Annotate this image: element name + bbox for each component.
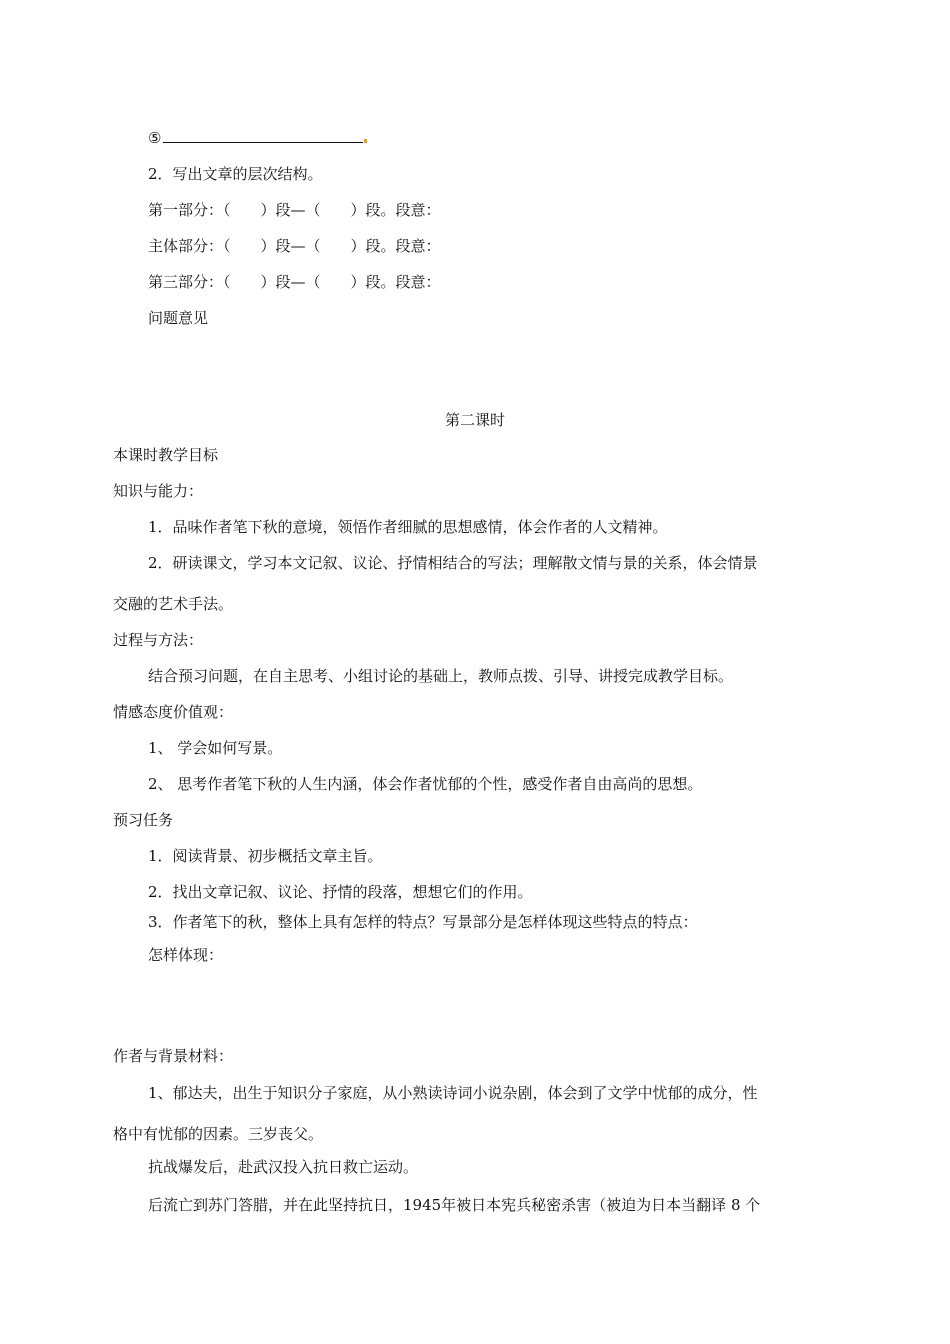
emotion-title: 情感态度价值观： xyxy=(113,703,234,721)
knowledge-item-2a: 2．研读课文，学习本文记叙、议论、抒情相结合的写法；理解散文情与景的关系，体会情景 xyxy=(148,554,758,572)
edit-mark xyxy=(364,139,367,143)
knowledge-title: 知识与能力： xyxy=(113,482,204,500)
process-title: 过程与方法： xyxy=(113,631,204,649)
author-item-3: 后流亡到苏门答腊，并在此坚持抗日，1945年被日本宪兵秘密杀害（被迫为日本当翻译 8 个 xyxy=(148,1196,761,1214)
knowledge-item-2b: 交融的艺术手法。 xyxy=(113,595,234,613)
structure-part-3: 第三部分：（ ）段—（ ）段。段意： xyxy=(148,273,441,291)
emotion-item-1: 1、 学会如何写景。 xyxy=(148,739,283,757)
author-item-1b: 格中有忧郁的因素。三岁丧父。 xyxy=(113,1125,324,1143)
questions-opinions: 问题意见 xyxy=(148,309,209,327)
emotion-item-2: 2、 思考作者笔下秋的人生内涵，体会作者忧郁的个性，感受作者自由高尚的思想。 xyxy=(148,775,703,793)
preview-item-1: 1．阅读背景、初步概括文章主旨。 xyxy=(148,847,383,865)
question-2: 2．写出文章的层次结构。 xyxy=(148,165,323,183)
item-5-marker: ⑤ xyxy=(148,129,162,147)
goals-title: 本课时教学目标 xyxy=(113,446,219,464)
preview-item-2: 2．找出文章记叙、议论、抒情的段落，想想它们的作用。 xyxy=(148,883,533,901)
structure-part-1: 第一部分：（ ）段—（ ）段。段意： xyxy=(148,201,441,219)
preview-title: 预习任务 xyxy=(113,811,174,829)
preview-item-3: 3．作者笔下的秋，整体上具有怎样的特点？写景部分是怎样体现这些特点的特点： xyxy=(148,913,698,931)
structure-part-main: 主体部分：（ ）段—（ ）段。段意： xyxy=(148,237,441,255)
lesson-2-heading: 第二课时 xyxy=(444,411,505,429)
item-5-line xyxy=(148,128,368,148)
item-5-blank xyxy=(163,128,363,143)
author-item-1a: 1、郁达夫，出生于知识分子家庭，从小熟读诗词小说杂剧，体会到了文学中忧郁的成分，性 xyxy=(148,1084,758,1102)
author-title: 作者与背景材料： xyxy=(113,1047,234,1065)
author-item-2: 抗战爆发后，赴武汉投入抗日救亡运动。 xyxy=(148,1158,419,1176)
preview-item-3b: 怎样体现： xyxy=(148,946,224,964)
process-item-1: 结合预习问题，在自主思考、小组讨论的基础上，教师点拨、引导、讲授完成教学目标。 xyxy=(148,667,734,685)
knowledge-item-1: 1．品味作者笔下秋的意境，领悟作者细腻的思想感情，体会作者的人文精神。 xyxy=(148,518,668,536)
